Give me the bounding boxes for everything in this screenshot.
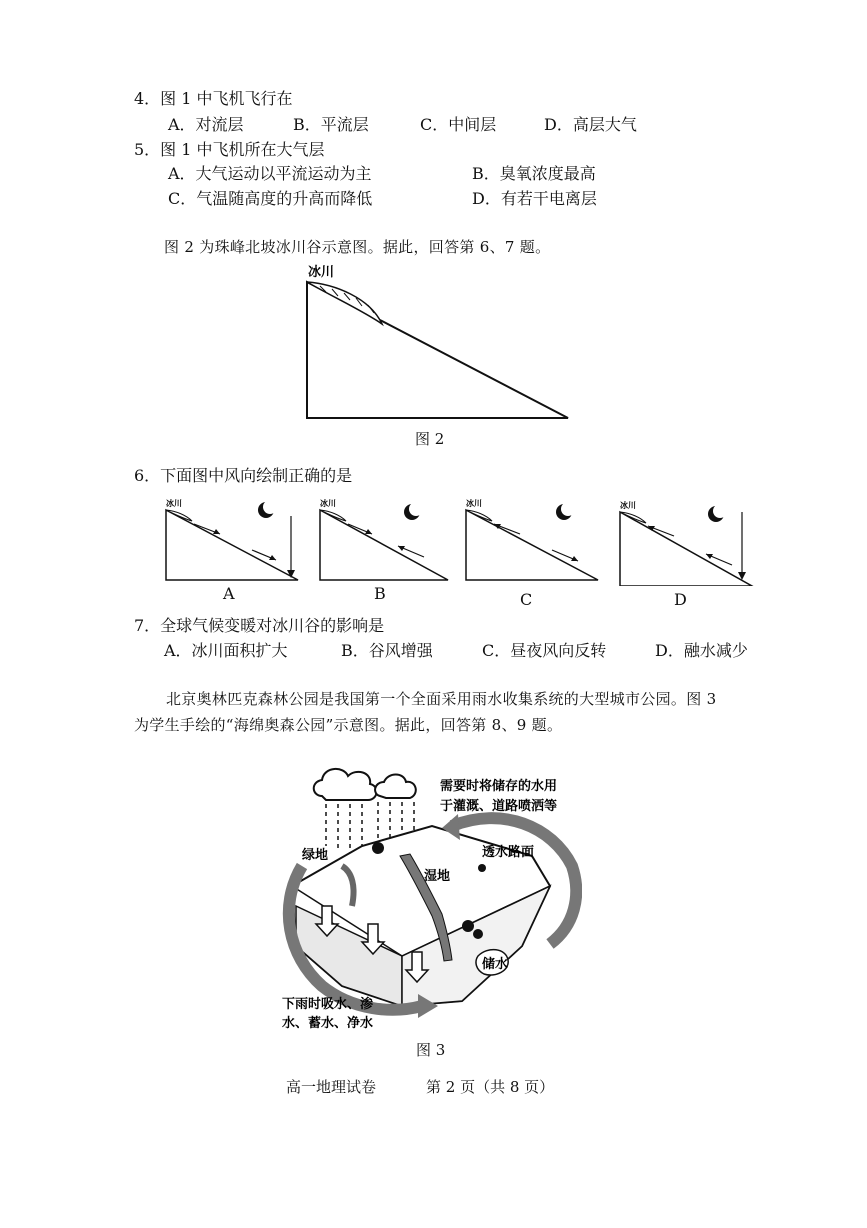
- figure-3-caption: 图 3: [416, 1041, 446, 1059]
- question-4-option-c: C．中间层: [420, 115, 497, 134]
- diagram-b-glacier-label: 冰川: [320, 499, 336, 508]
- figure-3-label-bottom-2: 水、蓄水、净水: [282, 1016, 374, 1031]
- figure-3-sponge-park: [282, 756, 582, 1036]
- figure-2-intro: 图 2 为珠峰北坡冰川谷示意图。据此，回答第 6、7 题。: [164, 238, 551, 256]
- figure-2-caption: 图 2: [415, 430, 445, 448]
- diagram-c-glacier-label: 冰川: [466, 499, 482, 508]
- question-4-option-b: B．平流层: [293, 115, 369, 134]
- question-7-option-a: A．冰川面积扩大: [164, 641, 288, 660]
- question-6-label-c: C: [520, 590, 533, 609]
- question-6-diagram-a: [158, 494, 306, 586]
- figure-2-glacier-label: 冰川: [308, 265, 335, 280]
- footer-subject: 高一地理试卷: [286, 1078, 377, 1096]
- figure-3-intro-line-1: 北京奥林匹克森林公园是我国第一个全面采用雨水收集系统的大型城市公园。图 3: [166, 690, 717, 708]
- diagram-d-glacier-label: 冰川: [620, 501, 636, 510]
- question-4-stem: 4．图 1 中飞机飞行在: [134, 89, 293, 108]
- cloud-icon: [314, 769, 416, 800]
- diagram-a-glacier-label: 冰川: [166, 499, 182, 508]
- question-5-option-b: B．臭氧浓度最高: [472, 164, 596, 183]
- figure-3-label-top-1: 需要时将储存的水用: [440, 779, 558, 794]
- glacier-shape: [307, 282, 382, 324]
- question-6-label-a: A: [223, 584, 235, 603]
- figure-3-label-bottom-1: 下雨时吸水、渗: [282, 997, 374, 1012]
- question-4-option-a: A．对流层: [168, 115, 244, 134]
- question-6-label-b: B: [374, 584, 386, 603]
- question-5-stem: 5．图 1 中飞机所在大气层: [134, 140, 325, 159]
- question-4-option-d: D．高层大气: [544, 115, 637, 134]
- question-6-stem: 6．下面图中风向绘制正确的是: [134, 466, 353, 485]
- question-6-diagram-d: [612, 494, 760, 586]
- question-5-option-c: C．气温随高度的升高而降低: [168, 189, 373, 208]
- question-6-label-d: D: [674, 590, 687, 609]
- question-6-diagram-b: [312, 494, 460, 586]
- question-5-option-a: A．大气运动以平流运动为主: [168, 164, 372, 183]
- figure-3-label-top-2: 于灌溉、道路喷洒等: [440, 799, 558, 814]
- figure-3-label-wetland: 湿地: [424, 869, 451, 884]
- question-7-option-b: B．谷风增强: [341, 641, 433, 660]
- question-7-option-c: C．昼夜风向反转: [482, 641, 607, 660]
- figure-3-label-storage: 储水: [482, 957, 509, 972]
- figure-3-label-road: 透水路面: [482, 845, 535, 860]
- question-7-stem: 7．全球气候变暖对冰川谷的影响是: [134, 616, 385, 635]
- footer-page-number: 第 2 页（共 8 页）: [426, 1078, 555, 1096]
- question-7-option-d: D．融水减少: [655, 641, 748, 660]
- figure-3-intro-line-2: 为学生手绘的“海绵奥森公园”示意图。据此，回答第 8、9 题。: [134, 716, 563, 734]
- figure-2-glacier-valley: [290, 258, 590, 428]
- figure-3-label-green: 绿地: [302, 848, 329, 863]
- question-6-diagram-c: [458, 494, 606, 586]
- question-5-option-d: D．有若干电离层: [472, 189, 597, 208]
